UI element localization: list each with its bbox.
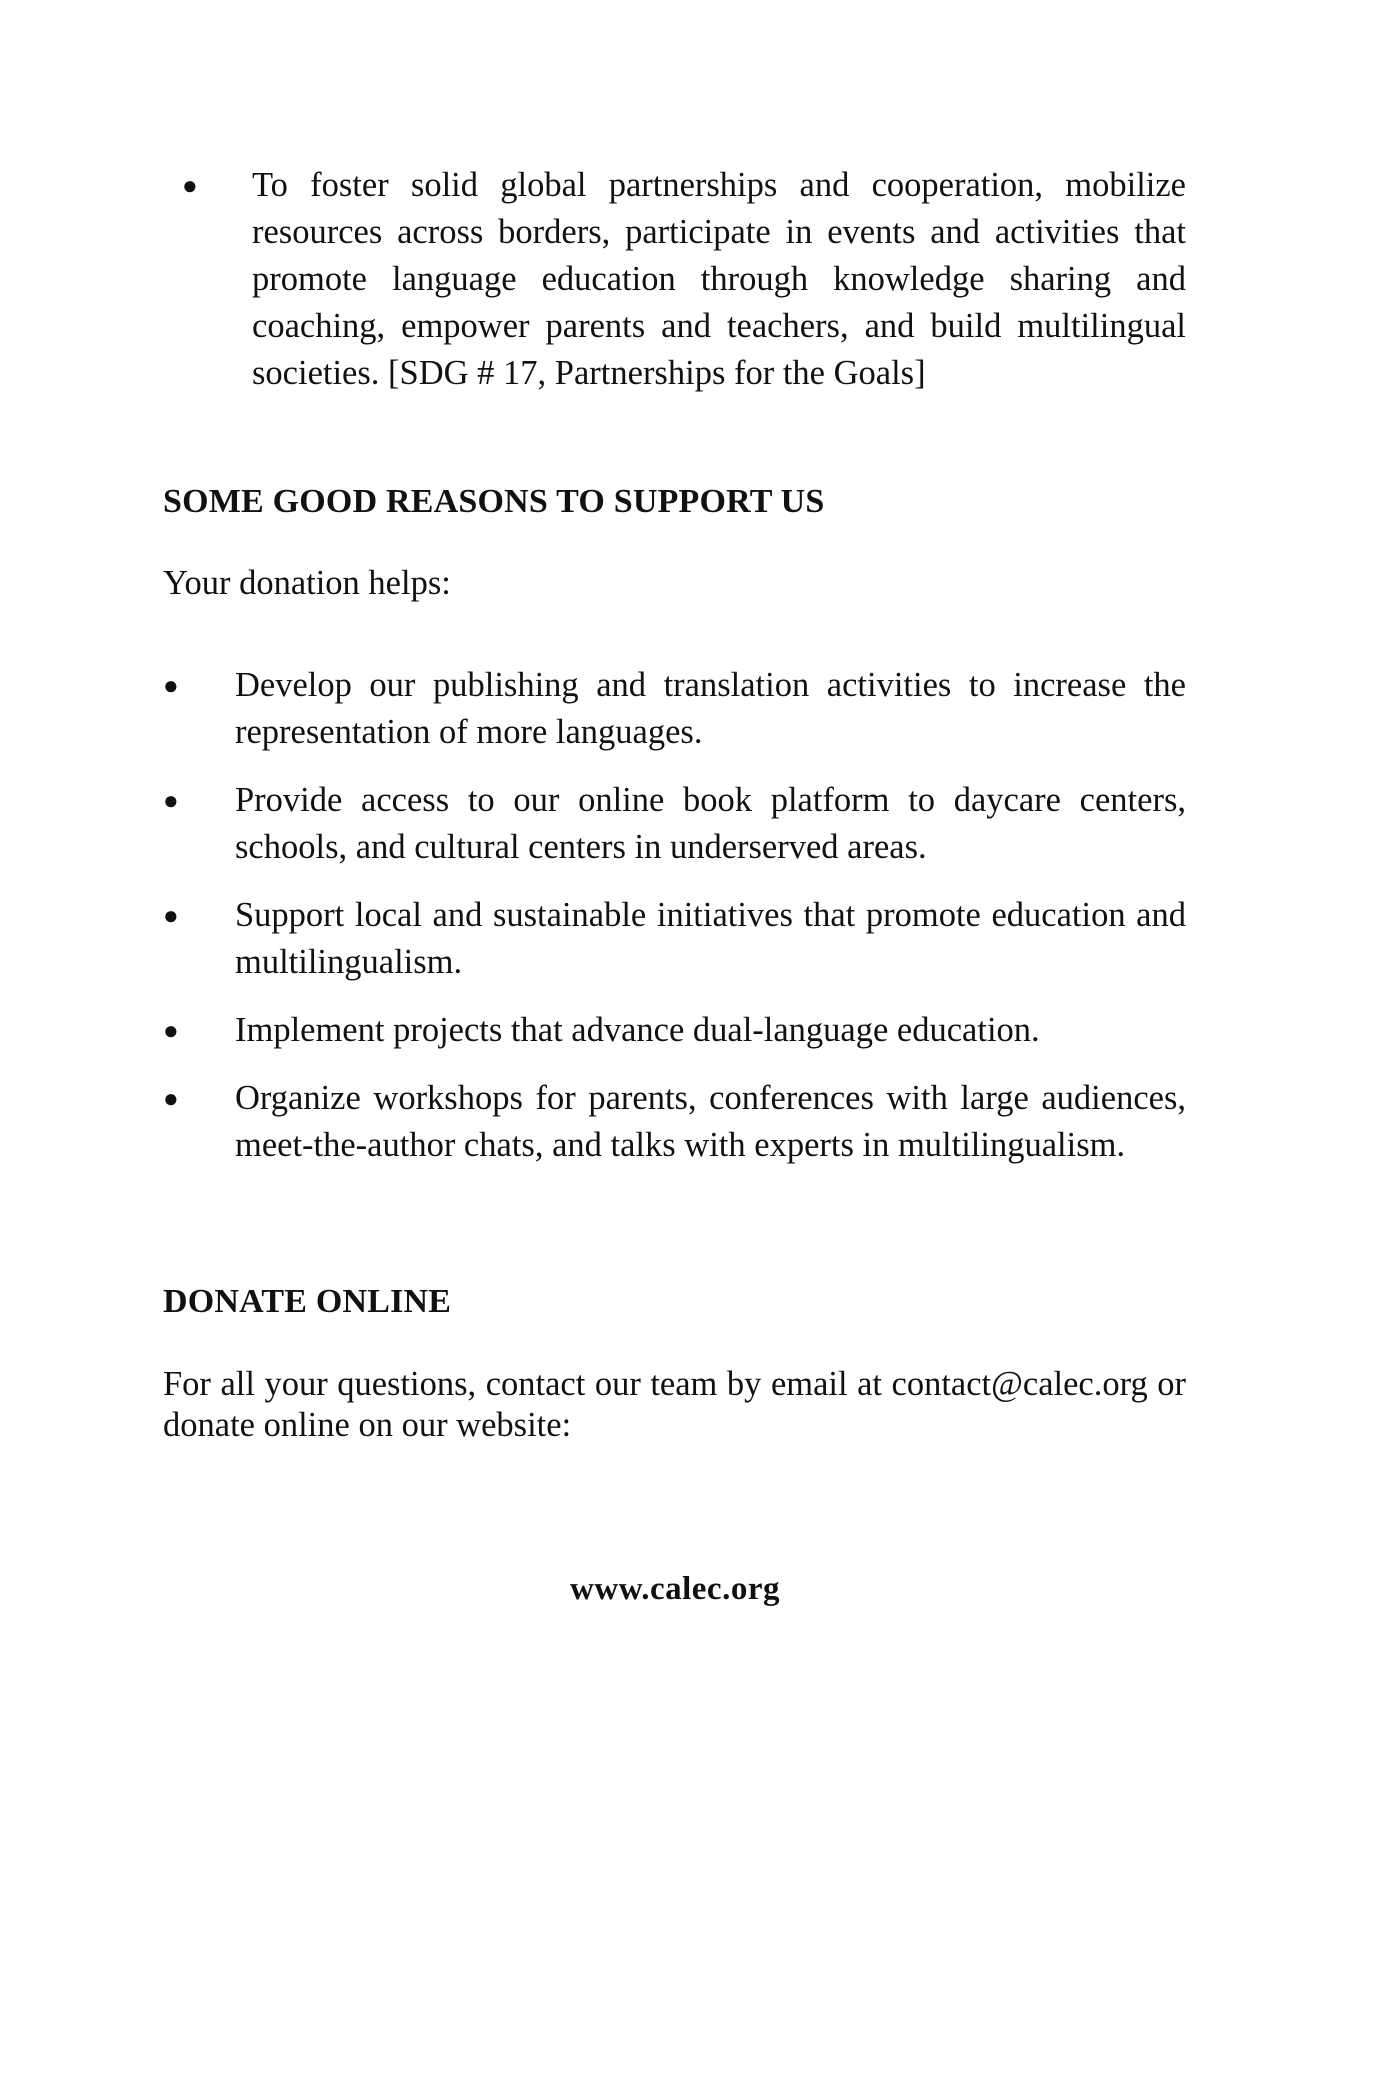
list-item-text: Develop our publishing and translation activities to increase the representation of more languages.: [235, 666, 1186, 751]
list-item-text: Organize workshops for parents, conferences with large audiences, meet-the-author chats, and talks with experts in multilingualism.: [235, 1079, 1186, 1164]
bullet-dot-icon: ●: [163, 1084, 179, 1113]
list-item-text: Support local and sustainable initiatives that promote education and multilingualism.: [235, 896, 1186, 981]
bullet-dot-icon: ●: [163, 901, 179, 930]
donation-intro-text: Your donation helps:: [163, 564, 451, 602]
list-item: [163, 1075, 1186, 1169]
donate-heading: DONATE ONLINE: [163, 1283, 452, 1320]
website-link[interactable]: www.calec.org: [570, 1571, 780, 1607]
bullet-dot-icon: ●: [163, 1016, 179, 1045]
bullet-dot-icon: ●: [182, 171, 198, 200]
list-item-text: Provide access to our online book platform to daycare centers, schools, and cultural centers in underserved areas.: [235, 781, 1186, 866]
list-item: [163, 1007, 1186, 1054]
list-item: [163, 777, 1186, 871]
contact-text: For all your questions, contact our team by email at contact@calec.org or donate online on our website:: [163, 1365, 1186, 1444]
bullet-dot-icon: ●: [163, 671, 179, 700]
sdg17-bullet-item: [182, 162, 1186, 397]
bullet-dot-icon: ●: [163, 786, 179, 815]
reasons-list: [163, 662, 1186, 1190]
list-item: [163, 662, 1186, 756]
reasons-heading: SOME GOOD REASONS TO SUPPORT US: [163, 483, 825, 520]
list-item: [163, 892, 1186, 986]
list-item-text: Implement projects that advance dual-language education.: [235, 1011, 1040, 1049]
sdg17-bullet-text: To foster solid global partnerships and cooperation, mobilize resources across borders, participate in events and activities that promote language education through knowledge sharing and coaching, empower parents and teachers, and build multilingual societies. [SDG # 17, Partnerships for the Goals]: [252, 166, 1186, 392]
